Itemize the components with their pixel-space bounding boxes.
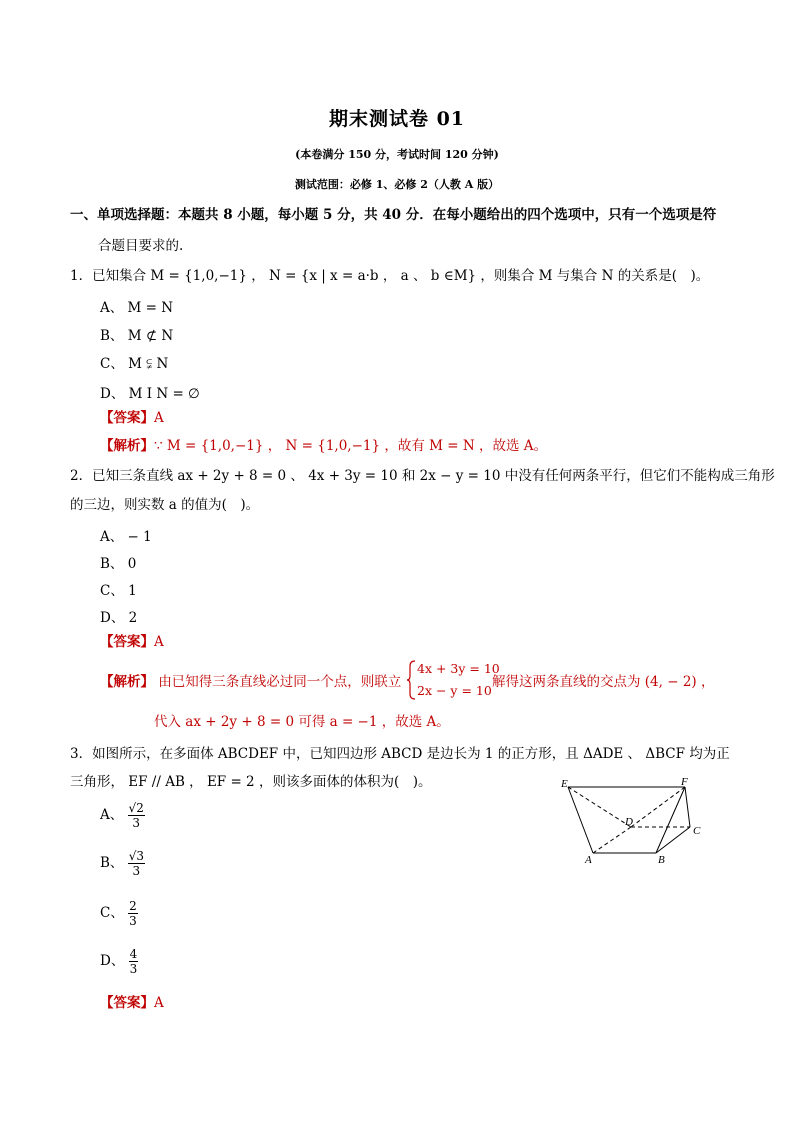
q2-answer — [100, 633, 164, 651]
numerator: √2 — [128, 801, 144, 815]
numerator: 4 — [129, 947, 138, 961]
polyhedron-figure — [555, 775, 715, 870]
analysis-text-post: 解得这两条直线的交点为 (4, − 2) ， — [492, 674, 715, 690]
page-title: 期末测试卷 01 — [328, 108, 466, 130]
denominator: 3 — [129, 914, 137, 928]
system-eq1: 4x + 3y = 10 — [417, 661, 500, 676]
q1-option-d: D、 M I N = ∅ — [100, 386, 200, 402]
q1-option-c: C、 M ⫋ N — [100, 356, 169, 372]
q2-analysis-line2: 代入 ax + 2y + 8 = 0 可得 a = −1 ，故选 A。 — [154, 714, 450, 730]
q1-analysis — [100, 437, 547, 455]
answer-value: A — [154, 410, 164, 426]
answer-label: 【答案】 — [100, 410, 154, 426]
q1-option-b: B、 M ⊄ N — [100, 328, 174, 344]
fraction — [128, 801, 145, 830]
denominator: 3 — [132, 816, 140, 830]
analysis-label: 【解析】 — [100, 438, 154, 454]
answer-value: A — [154, 634, 164, 650]
q3-stem-line2: 三角形， EF // AB ， EF = 2 ，则该多面体的体积为( )。 — [70, 774, 432, 790]
system-eq2: 2x − y = 10 — [417, 683, 492, 698]
q2-option-d: D、 2 — [100, 610, 138, 626]
option-label: A、 — [100, 807, 124, 823]
analysis-text: ∵ M = {1,0,−1} ， N = {1,0,−1} ，故有 M = N ，故选 A。 — [154, 438, 548, 454]
fraction — [128, 849, 145, 878]
q2-option-b: B、 0 — [100, 556, 137, 572]
q1-stem: 1．已知集合 M = {1,0,−1} ， N = {x | x = a·b ， a 、 b ∈M} ，则集合 M 与集合 N 的关系是( )。 — [70, 268, 710, 284]
vertex-label-c: C — [693, 825, 701, 837]
exam-info: (本卷满分 150 分，考试时间 120 分钟) — [295, 148, 499, 161]
answer-label: 【答案】 — [100, 634, 154, 650]
q3-option-a — [100, 801, 145, 830]
answer-label: 【答案】 — [100, 995, 154, 1011]
vertex-label-b: B — [658, 854, 665, 866]
vertex-label-f: F — [681, 776, 688, 788]
q2-option-a: A、 − 1 — [100, 529, 152, 545]
analysis-text-pre: 由已知得三条直线必过同一个点，则联立 — [158, 674, 402, 690]
test-scope: 测试范围：必修 1、必修 2（人教 A 版） — [294, 178, 500, 191]
denominator: 3 — [129, 962, 138, 976]
fraction — [128, 899, 138, 928]
option-label: C、 — [100, 905, 124, 921]
denominator: 3 — [132, 864, 141, 878]
q2-stem-line1: 2．已知三条直线 ax + 2y + 8 = 0 、 4x + 3y = 10 和 2x − y = 10 中没有任何两条平行，但它们不能构成三角形 — [70, 468, 775, 484]
q3-answer — [100, 994, 164, 1012]
q2-stem-line2: 的三边，则实数 a 的值为( )。 — [70, 497, 260, 513]
numerator: 2 — [129, 899, 137, 913]
analysis-label: 【解析】 — [100, 674, 154, 690]
system-brace — [406, 660, 416, 700]
vertex-label-a: A — [585, 854, 592, 866]
q3-stem-line1: 3．如图所示，在多面体 ABCDEF 中，已知四边形 ABCD 是边长为 1 的正方形，且 ΔADE 、 ΔBCF 均为正 — [70, 746, 730, 762]
numerator: √3 — [128, 849, 144, 863]
option-label: D、 — [100, 953, 125, 969]
q2-analysis — [100, 663, 401, 703]
q1-answer — [100, 409, 164, 427]
vertex-label-e: E — [561, 778, 568, 790]
answer-value: A — [154, 995, 164, 1011]
q3-option-b — [100, 849, 145, 878]
q3-option-c — [100, 899, 138, 928]
q2-option-c: C、 1 — [100, 583, 137, 599]
q3-option-d — [100, 947, 138, 976]
fraction — [129, 947, 139, 976]
vertex-label-d: D — [625, 816, 633, 828]
option-label: B、 — [100, 855, 124, 871]
section-heading-line2: 合题目要求的. — [98, 238, 184, 254]
section-heading-line1: 一、单项选择题：本题共 8 小题，每小题 5 分，共 40 分．在每小题给出的四个选项中，只有一个选项是符 — [70, 207, 717, 223]
q1-option-a: A、 M = N — [100, 300, 174, 316]
